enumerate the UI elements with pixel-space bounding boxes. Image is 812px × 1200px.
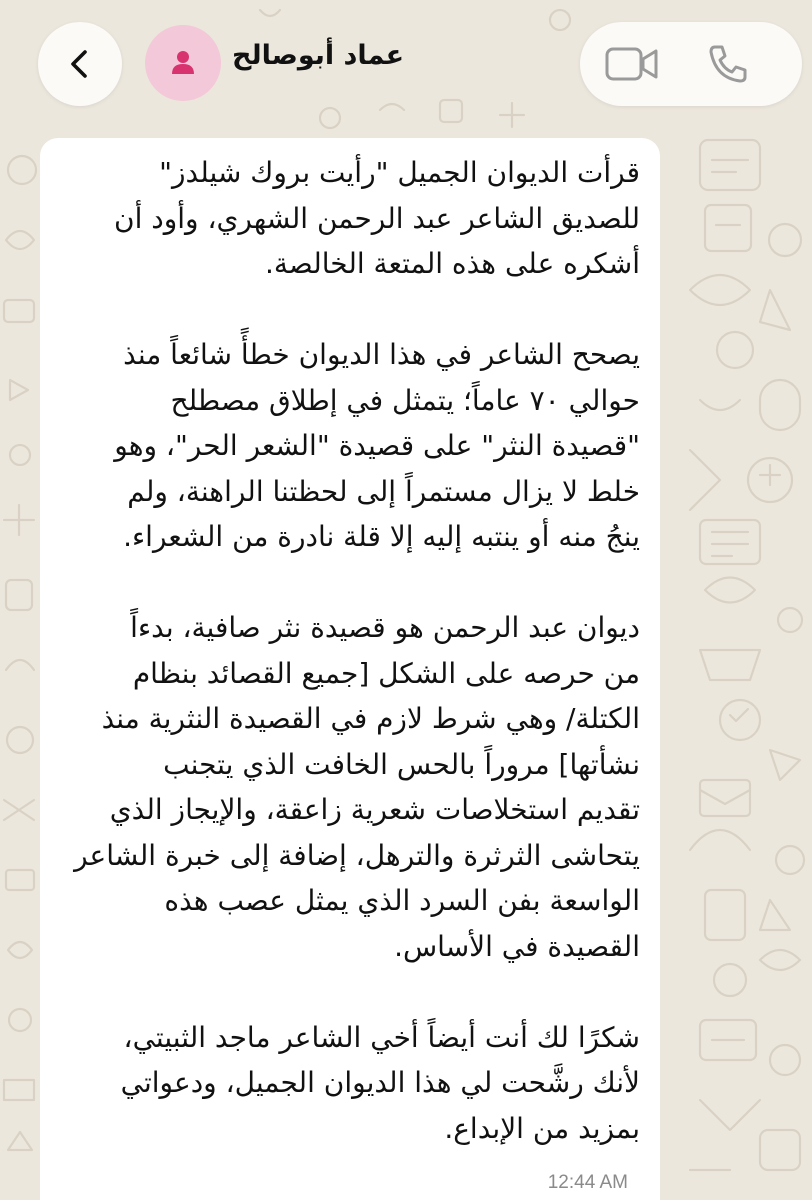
message-line: للصديق الشاعر عبد الرحمن الشهري، وأود أن	[114, 201, 640, 235]
call-actions	[580, 22, 802, 106]
message-line: "قصيدة النثر" على قصيدة "الشعر الحر"، وهو	[114, 429, 640, 462]
phone-icon	[706, 42, 750, 86]
message-line: يتحاشى الثرثرة والترهل، إضافة إلى خبرة الشاعر	[74, 838, 640, 872]
message-text	[74, 150, 640, 1197]
chevron-left-icon	[63, 47, 97, 81]
voice-call-button[interactable]	[700, 38, 756, 90]
message-paragraph	[102, 150, 640, 287]
back-button[interactable]	[38, 22, 122, 106]
message-line: ينجُ منه أو ينتبه إليه إلا قلة نادرة من الشعراء.	[123, 520, 640, 553]
avatar[interactable]	[145, 25, 221, 101]
person-icon	[167, 47, 199, 79]
message-bubble[interactable]	[40, 138, 660, 1200]
message-line: بمزيد من الإبداع.	[444, 1111, 640, 1145]
message-paragraph	[102, 1015, 640, 1152]
message-line: الكتلة/ وهي شرط لازم في القصيدة النثرية منذ	[101, 702, 640, 735]
message-line: القصيدة في الأساس.	[394, 929, 640, 963]
message-paragraph	[102, 332, 640, 560]
message-timestamp: 12:44 AM	[547, 1172, 628, 1193]
message-line: يصحح الشاعر في هذا الديوان خطأً شائعاً منذ	[123, 338, 640, 371]
message-line: خلط لا يزال مستمراً إلى لحظتنا الراهنة، ولم	[127, 474, 640, 508]
message-line: شكرًا لك أنت أيضاً أخي الشاعر ماجد الثبيتي،	[123, 1020, 640, 1054]
message-line: قرأت الديوان الجميل "رأيت بروك شيلدز"	[159, 156, 640, 189]
message-line: الواسعة بفن السرد الذي يمثل عصب هذه	[164, 884, 640, 917]
message-line: من حرصه على الشكل [جميع القصائد بنظام	[132, 656, 640, 690]
message-line: ديوان عبد الرحمن هو قصيدة نثر صافية، بدءاً	[130, 611, 640, 644]
message-line: حوالي ٧٠ عاماً؛ يتمثل في إطلاق مصطلح	[170, 383, 640, 417]
contact-name[interactable]: عماد أبوصالح	[232, 40, 405, 71]
message-line: نشأتها] مروراً بالحس الخافت الذي يتجنب	[163, 747, 640, 781]
message-line: لأنك رشَّحت لي هذا الديوان الجميل، ودعواتي	[120, 1066, 640, 1099]
message-line: تقديم استخلاصات شعرية زاعقة، والإيجاز الذي	[109, 793, 640, 826]
message-line: أشكره على هذه المتعة الخالصة.	[265, 247, 640, 280]
message-paragraph	[74, 605, 640, 969]
video-call-button[interactable]	[602, 40, 662, 88]
video-camera-icon	[604, 44, 660, 84]
chat-header	[0, 0, 812, 130]
